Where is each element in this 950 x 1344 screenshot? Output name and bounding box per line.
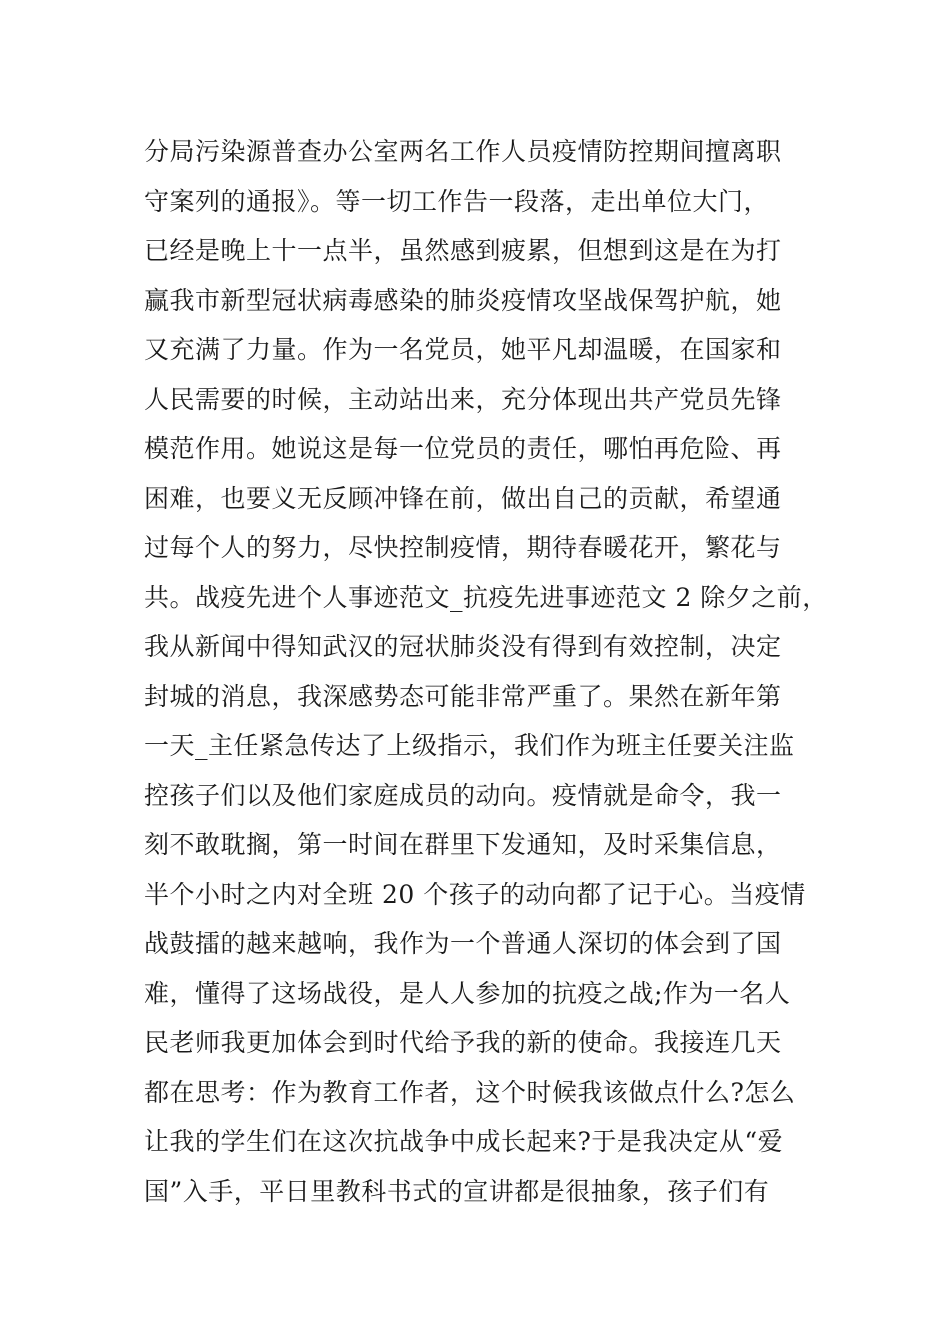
text-line: 已经是晚上十一点半，虽然感到疲累，但想到这是在为打 [144, 236, 782, 265]
text-line: 控孩子们以及他们家庭成员的动向。疫情就是命令，我一 [144, 780, 782, 810]
text-line: 分局污染源普查办公室两名工作人员疫情防控期间擅离职 [144, 137, 782, 166]
text-line: 让我的学生们在这次抗战争中成长起来?于是我决定从“爱 [144, 1127, 784, 1156]
text-line: 人民需要的时候，主动站出来，充分体现出共产党员先锋 [144, 384, 782, 414]
text-line: 共。战疫先进个人事迹范文_抗疫先进事迹范文 2 除夕之前， [144, 582, 828, 612]
text-line: 一天_主任紧急传达了上级指示，我们作为班主任要关注监 [144, 731, 795, 760]
text-line: 模范作用。她说这是每一位党员的责任，哪怕再危险、再 [144, 434, 782, 463]
text-line: 过每个人的努力，尽快控制疫情，期待春暖花开，繁花与 [144, 533, 782, 562]
text-line: 困难，也要义无反顾冲锋在前，做出自己的贡献，希望通 [144, 483, 782, 513]
text-line: 守案列的通报》。等一切工作告一段落，走出单位大门， [144, 186, 770, 216]
text-line: 刻不敢耽搁，第一时间在群里下发通知，及时采集信息， [144, 830, 782, 859]
text-line: 都在思考：作为教育工作者，这个时候我该做点什么?怎么 [144, 1077, 796, 1107]
text-line: 国”入手，平日里教科书式的宣讲都是很抽象，孩子们有 [144, 1176, 770, 1206]
text-line: 又充满了力量。作为一名党员，她平凡却温暖，在国家和 [144, 335, 782, 364]
body-text [144, 127, 844, 1216]
text-line: 封城的消息，我深感势态可能非常严重了。果然在新年第 [144, 681, 782, 711]
text-line: 民老师我更加体会到时代给予我的新的使命。我接连几天 [144, 1028, 782, 1057]
text-line: 难，懂得了这场战役，是人人参加的抗疫之战;作为一名人 [144, 978, 791, 1008]
text-line: 战鼓擂的越来越响，我作为一个普通人深切的体会到了国 [144, 929, 782, 958]
text-line: 赢我市新型冠状病毒感染的肺炎疫情攻坚战保驾护航，她 [144, 285, 782, 315]
text-line: 我从新闻中得知武汉的冠状肺炎没有得到有效控制，决定 [144, 632, 782, 661]
text-line: 半个小时之内对全班 20 个孩子的动向都了记于心。当疫情 [144, 879, 806, 909]
